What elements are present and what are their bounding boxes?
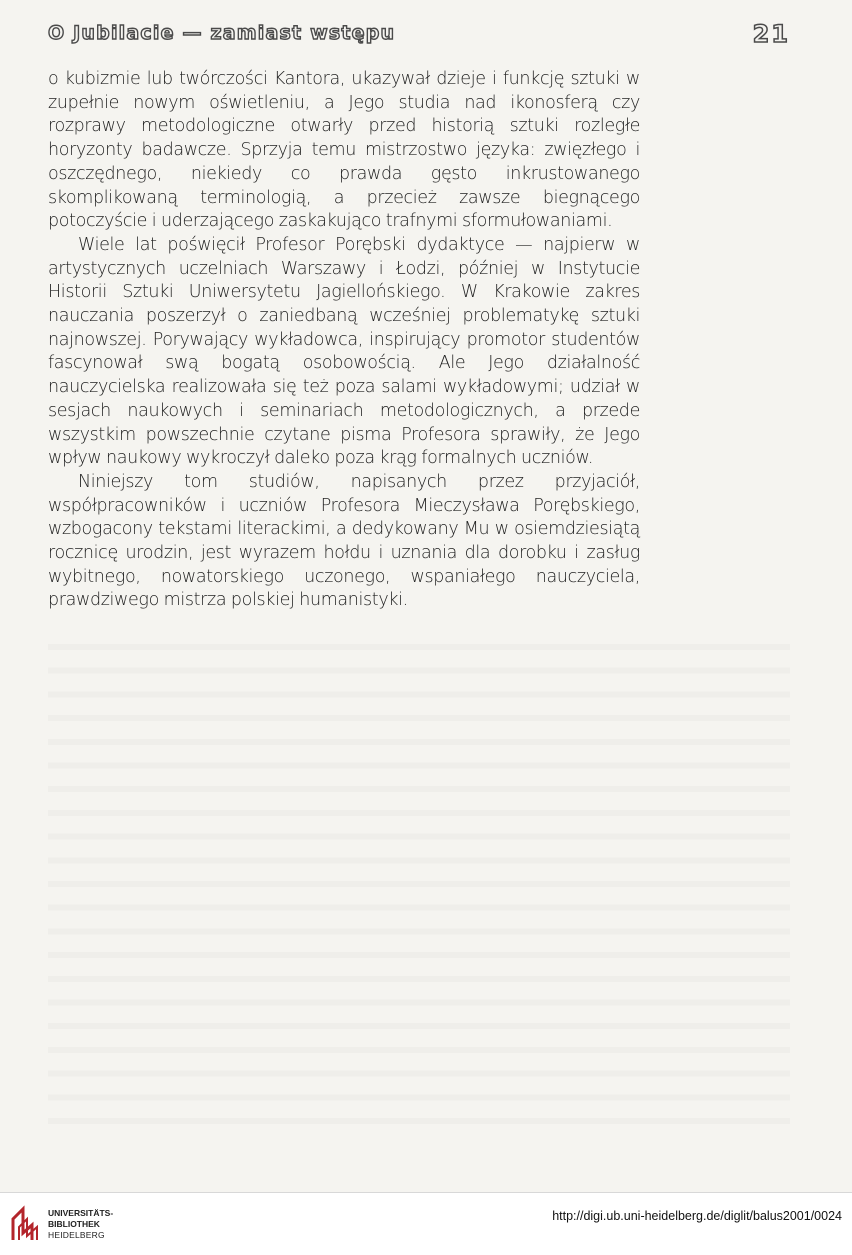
library-logo-text bbox=[48, 1208, 113, 1241]
body-text bbox=[48, 68, 640, 613]
paragraph-1: o kubizmie lub twórczości Kantora, ukazywał dzieje i funkcję sztuki w zupełnie nowym oświetleniu, a Jego studia nad ikonosferą czy rozprawy metodologiczne otwarły przed historią sztuki rozległe horyzonty badawcze. Sprzyja temu mistrzostwo języka: zwięzłego i oszczędnego, niekiedy co prawda gęsto inkrustowanego skomplikowaną terminologią, a przecież zawsze biegnącego potoczyście i uderzającego zaskakująco trafnymi sformułowaniami. bbox=[48, 69, 640, 232]
logo-line-3: HEIDELBERG bbox=[48, 1230, 105, 1240]
ub-heidelberg-logo-icon bbox=[10, 1205, 42, 1243]
page-number: 21 bbox=[752, 20, 790, 48]
library-logo[interactable] bbox=[10, 1205, 130, 1245]
running-head bbox=[48, 22, 790, 50]
paragraph-2: Wiele lat poświęcił Profesor Porębski dydaktyce — najpierw w artystycznych uczelniach Warszawy i Łodzi, później w Instytucie Historii Sztuki Uniwersytetu Jagiellońskiego. W Krakowie zakres nauczania poszerzył o zaniedbaną wcześniej problematykę sztuki najnowszej. Porywający wykładowca, inspirujący promotor studentów fascynował swą bogatą osobowością. Ale Jego działalność nauczycielska realizowała się też poza salami wykładowymi; udział w sesjach naukowych i seminariach metodologicznych, a przede wszystkim powszechnie czytane pisma Profesora sprawiły, że Jego wpływ naukowy wykroczył daleko poza krąg formalnych uczniów. bbox=[48, 234, 640, 469]
permalink-url[interactable]: http://digi.ub.uni-heidelberg.de/diglit/balus2001/0024 bbox=[552, 1209, 842, 1223]
viewer-footer bbox=[0, 1192, 852, 1255]
paragraph-3: Niniejszy tom studiów, napisanych przez przyjaciół, współpracowników i uczniów Profesora Mieczysława Porębskiego, wzbogacony tekstami literackimi, a dedykowany Mu w osiemdziesiątą rocznicę urodzin, jest wyrazem hołdu i uznania dla dorobku i zasług wybitnego, nowatorskiego uczonego, wspaniałego nauczyciela, prawdziwego mistrza polskiej humanistyki. bbox=[48, 471, 640, 611]
logo-line-2: BIBLIOTHEK bbox=[48, 1219, 100, 1229]
running-title: O Jubilacie — zamiast wstępu bbox=[48, 22, 396, 44]
logo-line-1: UNIVERSITÄTS- bbox=[48, 1208, 114, 1218]
show-through-lines bbox=[48, 630, 790, 1130]
